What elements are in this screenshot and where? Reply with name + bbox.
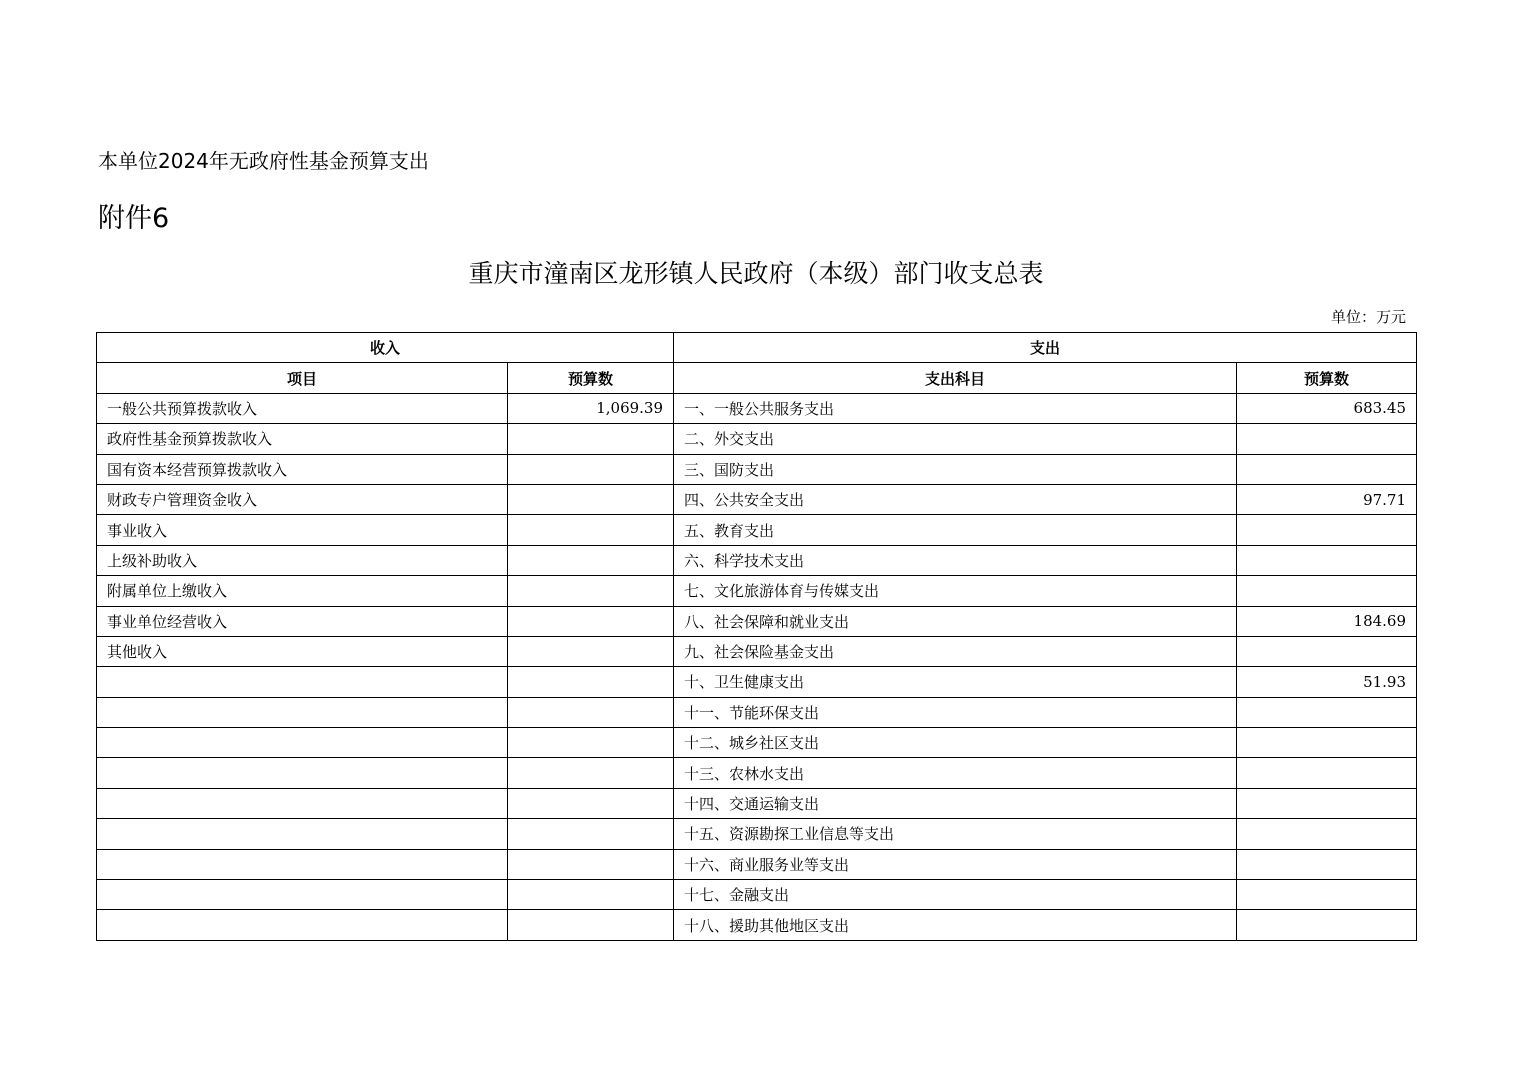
expense-budget-cell [1237,910,1417,940]
income-budget-cell [508,697,674,727]
income-budget-cell: 1,069.39 [508,393,674,423]
income-item-cell: 事业收入 [97,515,508,545]
income-budget-cell [508,819,674,849]
income-item-cell: 附属单位上缴收入 [97,576,508,606]
expense-budget-cell [1237,819,1417,849]
income-item-header: 项目 [97,363,508,393]
expense-item-cell: 十六、商业服务业等支出 [674,849,1237,879]
income-budget-cell [508,424,674,454]
table-row [97,484,1417,514]
table-body [97,393,1417,940]
income-budget-cell [508,454,674,484]
table-row [97,515,1417,545]
expense-item-cell: 十八、援助其他地区支出 [674,910,1237,940]
table-row [97,758,1417,788]
expense-item-cell: 十一、节能环保支出 [674,697,1237,727]
income-item-cell [97,728,508,758]
column-header-row [97,363,1417,393]
expense-item-cell: 十七、金融支出 [674,880,1237,910]
expense-item-cell: 九、社会保险基金支出 [674,636,1237,666]
table-row [97,788,1417,818]
table-row [97,393,1417,423]
income-budget-cell [508,484,674,514]
income-budget-cell [508,636,674,666]
income-budget-cell [508,728,674,758]
expense-item-cell: 三、国防支出 [674,454,1237,484]
expense-budget-cell: 184.69 [1237,606,1417,636]
table-row [97,849,1417,879]
expense-item-cell: 十五、资源勘探工业信息等支出 [674,819,1237,849]
income-item-cell: 事业单位经营收入 [97,606,508,636]
expense-budget-cell [1237,880,1417,910]
expense-group-header: 支出 [674,333,1417,363]
table-row [97,728,1417,758]
expense-item-cell: 八、社会保障和就业支出 [674,606,1237,636]
income-budget-cell [508,606,674,636]
expense-budget-cell [1237,849,1417,879]
budget-note: 本单位2024年无政府性基金预算支出 [98,149,429,173]
income-budget-cell [508,880,674,910]
expense-budget-cell: 97.71 [1237,484,1417,514]
table-row [97,606,1417,636]
expense-item-cell: 十三、农林水支出 [674,758,1237,788]
expense-budget-cell: 683.45 [1237,393,1417,423]
income-item-cell [97,910,508,940]
expense-item-cell: 十四、交通运输支出 [674,788,1237,818]
expense-item-cell: 六、科学技术支出 [674,545,1237,575]
income-budget-header: 预算数 [508,363,674,393]
table-row [97,424,1417,454]
expense-item-cell: 四、公共安全支出 [674,484,1237,514]
expense-budget-cell [1237,636,1417,666]
income-item-cell [97,788,508,818]
expense-budget-cell [1237,788,1417,818]
income-group-header: 收入 [97,333,674,363]
income-budget-cell [508,910,674,940]
income-budget-cell [508,667,674,697]
expense-budget-cell [1237,545,1417,575]
income-budget-cell [508,576,674,606]
expense-item-header: 支出科目 [674,363,1237,393]
table-row [97,880,1417,910]
income-item-cell [97,819,508,849]
unit-label: 单位：万元 [1330,308,1406,326]
expense-item-cell: 十二、城乡社区支出 [674,728,1237,758]
expense-budget-header: 预算数 [1237,363,1417,393]
table-row [97,454,1417,484]
income-item-cell: 财政专户管理资金收入 [97,484,508,514]
income-item-cell [97,667,508,697]
expense-budget-cell [1237,515,1417,545]
income-item-cell [97,697,508,727]
income-budget-cell [508,758,674,788]
expense-item-cell: 一、一般公共服务支出 [674,393,1237,423]
expense-item-cell: 二、外交支出 [674,424,1237,454]
income-budget-cell [508,545,674,575]
table-row [97,636,1417,666]
income-item-cell [97,880,508,910]
income-item-cell: 其他收入 [97,636,508,666]
expense-budget-cell [1237,728,1417,758]
income-item-cell [97,849,508,879]
income-budget-cell [508,515,674,545]
income-item-cell: 政府性基金预算拨款收入 [97,424,508,454]
expense-budget-cell [1237,424,1417,454]
expense-item-cell: 七、文化旅游体育与传媒支出 [674,576,1237,606]
income-item-cell: 一般公共预算拨款收入 [97,393,508,423]
table-row [97,697,1417,727]
table-row [97,910,1417,940]
expense-budget-cell [1237,758,1417,788]
expense-item-cell: 五、教育支出 [674,515,1237,545]
expense-item-cell: 十、卫生健康支出 [674,667,1237,697]
income-item-cell: 上级补助收入 [97,545,508,575]
expense-budget-cell: 51.93 [1237,667,1417,697]
page-title: 重庆市潼南区龙形镇人民政府（本级）部门收支总表 [468,259,1044,288]
expense-budget-cell [1237,454,1417,484]
table-row [97,667,1417,697]
income-expense-table [96,332,1417,941]
income-budget-cell [508,788,674,818]
income-item-cell: 国有资本经营预算拨款收入 [97,454,508,484]
income-item-cell [97,758,508,788]
expense-budget-cell [1237,576,1417,606]
table-row [97,545,1417,575]
group-header-row [97,333,1417,363]
attachment-label: 附件6 [98,203,170,234]
income-budget-cell [508,849,674,879]
table-row [97,819,1417,849]
expense-budget-cell [1237,697,1417,727]
table-row [97,576,1417,606]
